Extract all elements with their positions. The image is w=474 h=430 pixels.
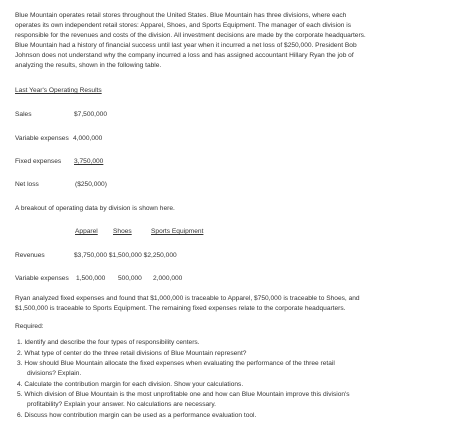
breakout-sentence: A breakout of operating data by division is shown here. — [15, 205, 175, 212]
operating-results-heading: Last Year's Operating Results — [15, 87, 102, 94]
division-revenues-label: Revenues — [15, 252, 45, 259]
requirement-text: How should Blue Mountain allocate the fixed expenses when evaluating the performance of the three retail — [24, 360, 335, 368]
intro-line: operates its own independent retail stores: Apparel, Shoes, and Sports Equipment. The manager of each division is — [15, 22, 351, 29]
required-label: Required: — [15, 323, 44, 330]
sales-label: Sales — [15, 111, 32, 118]
requirement-number: 4. — [17, 380, 23, 388]
requirement-number: 1. — [17, 339, 23, 346]
requirement-text-continued: divisions? Explain. — [27, 370, 82, 378]
requirement-item — [17, 411, 350, 421]
division-header-apparel: Apparel — [75, 228, 98, 235]
division-variable-shoes: 500,000 — [118, 275, 142, 282]
division-variable-expenses-label: Variable expenses — [15, 275, 69, 282]
variable-expenses-label: Variable expenses — [15, 135, 69, 142]
fixed-expenses-label: Fixed expenses — [15, 158, 62, 165]
sales-value: $7,500,000 — [74, 111, 108, 118]
division-header-sports-equipment: Sports Equipment — [151, 228, 204, 235]
variable-expenses-value: 4,000,000 — [73, 135, 103, 142]
requirement-number: 6. — [17, 411, 23, 419]
requirements-list — [17, 338, 350, 422]
net-loss-value: ($250,000) — [75, 181, 107, 188]
requirement-text: Calculate the contribution margin for each division. Show your calculations. — [24, 380, 244, 388]
requirement-text: Identify and describe the four types of responsibility centers. — [24, 339, 200, 346]
intro-line: Blue Mountain had a history of financial success until last year when it incurred a net loss of $250,000. President Bob — [15, 42, 357, 49]
division-variable-apparel: 1,500,000 — [76, 275, 106, 282]
intro-line: analyzing the results, shown in the following table. — [15, 62, 162, 69]
requirement-number: 3. — [17, 360, 23, 368]
division-header-shoes: Shoes — [113, 228, 132, 235]
ryan-analysis-line: Ryan analyzed fixed expenses and found that $1,000,000 is traceable to Apparel, $750,000 is traceable to Shoes, and — [15, 295, 360, 302]
requirement-item — [17, 390, 350, 410]
intro-paragraph — [15, 11, 465, 71]
requirement-number: 2. — [17, 349, 23, 357]
requirement-text-continued: profitability? Explain your answer. No calculations are necessary. — [27, 401, 216, 409]
requirement-number: 5. — [17, 391, 23, 399]
requirement-item — [17, 359, 350, 379]
division-variable-sports-equipment: 2,000,000 — [153, 275, 183, 282]
intro-line: Blue Mountain operates retail stores throughout the United States. Blue Mountain has three divisions, where each — [15, 12, 347, 19]
division-revenues-values: $3,750,000 $1,500,000 $2,250,000 — [74, 252, 177, 259]
intro-line: Johnson does not understand why the company incurred a loss and has assigned accountant Hillary Ryan the job of — [15, 52, 354, 59]
intro-line: responsible for the revenues and costs of the division. All investment decisions are made by the corporate headquarters. — [15, 32, 366, 39]
ryan-analysis-line: $1,500,000 is traceable to Sports Equipment. The remaining fixed expenses relate to the corporate headquarters. — [15, 305, 346, 312]
requirement-text: Which division of Blue Mountain is the most unprofitable one and how can Blue Mountain improve this division's — [24, 391, 350, 399]
requirement-text: Discuss how contribution margin can be used as a performance evaluation tool. — [24, 411, 257, 419]
requirement-text: What type of center do the three retail divisions of Blue Mountain represent? — [24, 349, 247, 357]
requirement-item — [17, 349, 350, 359]
fixed-expenses-value: 3,750,000 — [74, 158, 104, 165]
requirement-item — [17, 380, 350, 390]
net-loss-label: Net loss — [15, 181, 39, 188]
requirement-item — [17, 338, 350, 348]
